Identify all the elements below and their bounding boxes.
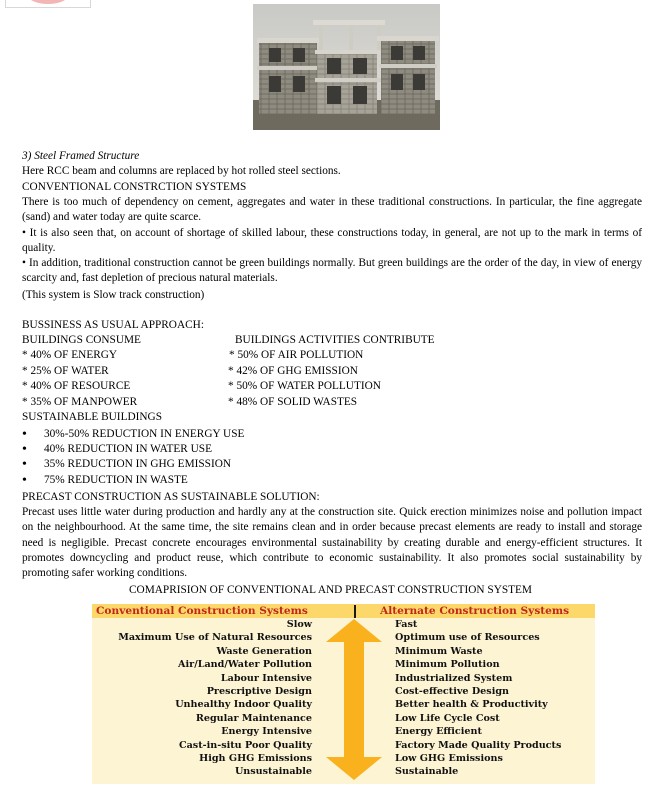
alternate-cell: Minimum Pollution	[395, 659, 500, 671]
alternate-cell: Industrialized System	[395, 672, 513, 684]
conventional-cell: Energy Intensive	[221, 726, 312, 738]
contribute-item: * 48% OF SOLID WASTES	[228, 396, 358, 408]
contribute-item: * 50% OF AIR POLLUTION	[229, 349, 364, 361]
conventional-cell: Prescriptive Design	[206, 685, 312, 697]
alternate-cell: Fast	[395, 619, 418, 630]
alternate-cell: Factory Made Quality Products	[395, 739, 562, 751]
conventional-cell: Regular Maintenance	[195, 712, 312, 724]
conventional-cell: Cast-in-situ Poor Quality	[178, 739, 312, 751]
table-row	[92, 739, 595, 752]
conventional-cell: Slow	[286, 619, 312, 630]
contribute-heading: BUILDINGS ACTIVITIES CONTRIBUTE	[235, 334, 435, 346]
header-divider	[354, 605, 356, 618]
precast-paragraph: Precast uses little water during production and hardly any at the construction site. Quick erection minimizes noise and pollution impact on the neighbourhood. At the same time, the site remains clean and in order because precast elements are ready to install and storage need is negligible. Precast concrete encourages environmental sustainability by creating durable and energy-efficient structures. It promotes downcycling and product reuse, which contribute to economic sustainability. It also promotes social sustainability by promoting safer working conditions.	[22, 506, 642, 580]
table-row	[92, 672, 595, 685]
alternate-cell: Energy Efficient	[395, 726, 482, 738]
table-row	[92, 698, 595, 711]
sustainable-list	[22, 427, 244, 488]
conventional-paragraph-1: There is too much of dependency on cement, aggregates and water in these traditional constructions. In particular, the fine aggregate (sand) and water today are quite scarce.	[22, 196, 642, 224]
slow-track-note: (This system is Slow track construction)	[22, 289, 205, 301]
table-row	[92, 725, 595, 738]
list-item: • 30%-50% REDUCTION IN ENERGY USE	[22, 427, 244, 442]
alternate-cell: Optimum use of Resources	[395, 632, 540, 644]
alternate-cell: Sustainable	[395, 766, 459, 778]
list-item: • 35% REDUCTION IN GHG EMISSION	[22, 457, 244, 472]
conventional-cell: Unsustainable	[234, 766, 312, 778]
sustainable-heading: SUSTAINABLE BUILDINGS	[22, 411, 162, 423]
table-row	[92, 752, 595, 765]
conventional-cell: Maximum Use of Natural Resources	[118, 632, 312, 644]
consume-item: * 40% OF RESOURCE	[22, 380, 131, 392]
table-row	[92, 685, 595, 698]
alternate-cell: Cost-effective Design	[395, 685, 510, 697]
alternate-cell: Minimum Waste	[395, 645, 483, 657]
list-item: • 75% REDUCTION IN WASTE	[22, 473, 244, 488]
table-row	[92, 765, 595, 778]
conventional-cell: Unhealthy Indoor Quality	[175, 699, 312, 711]
contribute-item: * 42% OF GHG EMISSION	[228, 365, 358, 377]
consume-item: * 35% OF MANPOWER	[22, 396, 138, 408]
logo-frame	[5, 0, 91, 8]
bau-heading: BUSSINESS AS USUAL APPROACH:	[22, 319, 204, 331]
list-item: • 40% REDUCTION IN WATER USE	[22, 442, 244, 457]
conventional-cell: Waste Generation	[216, 645, 312, 657]
conventional-heading: CONVENTIONAL CONSTRCTION SYSTEMS	[22, 181, 247, 193]
conventional-paragraph-2: • It is also seen that, on account of shortage of skilled labour, these constructions today, in general, are not up to the mark in terms of quality.	[22, 227, 642, 255]
contribute-item: * 50% OF WATER POLLUTION	[228, 380, 381, 392]
consume-item: * 25% OF WATER	[22, 365, 109, 377]
table-row	[92, 645, 595, 658]
conventional-cell: Labour Intensive	[220, 672, 312, 684]
alternate-column-header: Alternate Construction Systems	[380, 605, 570, 617]
consume-heading: BUILDINGS CONSUME	[22, 334, 141, 346]
table-row	[92, 618, 595, 631]
comparison-header	[92, 604, 595, 618]
logo-image	[28, 0, 68, 4]
precast-heading: PRECAST CONSTRUCTION AS SUSTAINABLE SOLUTION:	[22, 491, 320, 503]
section-intro: Here RCC beam and columns are replaced by hot rolled steel sections.	[22, 165, 341, 177]
comparison-title: COMAPRISION OF CONVENTIONAL AND PRECAST CONSTRUCTION SYSTEM	[129, 584, 532, 596]
alternate-cell: Better health & Productivity	[395, 699, 548, 711]
conventional-column-header: Conventional Construction Systems	[96, 605, 308, 617]
comparison-table	[92, 604, 595, 784]
alternate-cell: Low Life Cycle Cost	[395, 712, 500, 724]
conventional-cell: High GHG Emissions	[199, 752, 312, 764]
section-title: 3) Steel Framed Structure	[22, 150, 140, 162]
table-row	[92, 631, 595, 644]
conventional-paragraph-3: • In addition, traditional construction cannot be green buildings normally. But green buildings are the order of the day, in view of energy scarcity and, fast depletion of precious natural materials.	[22, 257, 642, 285]
consume-item: * 40% OF ENERGY	[22, 349, 118, 361]
table-row	[92, 712, 595, 725]
alternate-cell: Low GHG Emissions	[395, 752, 503, 764]
building-photo	[253, 4, 440, 130]
conventional-cell: Air/Land/Water Pollution	[178, 659, 312, 671]
comparison-rows	[92, 618, 595, 779]
table-row	[92, 658, 595, 671]
